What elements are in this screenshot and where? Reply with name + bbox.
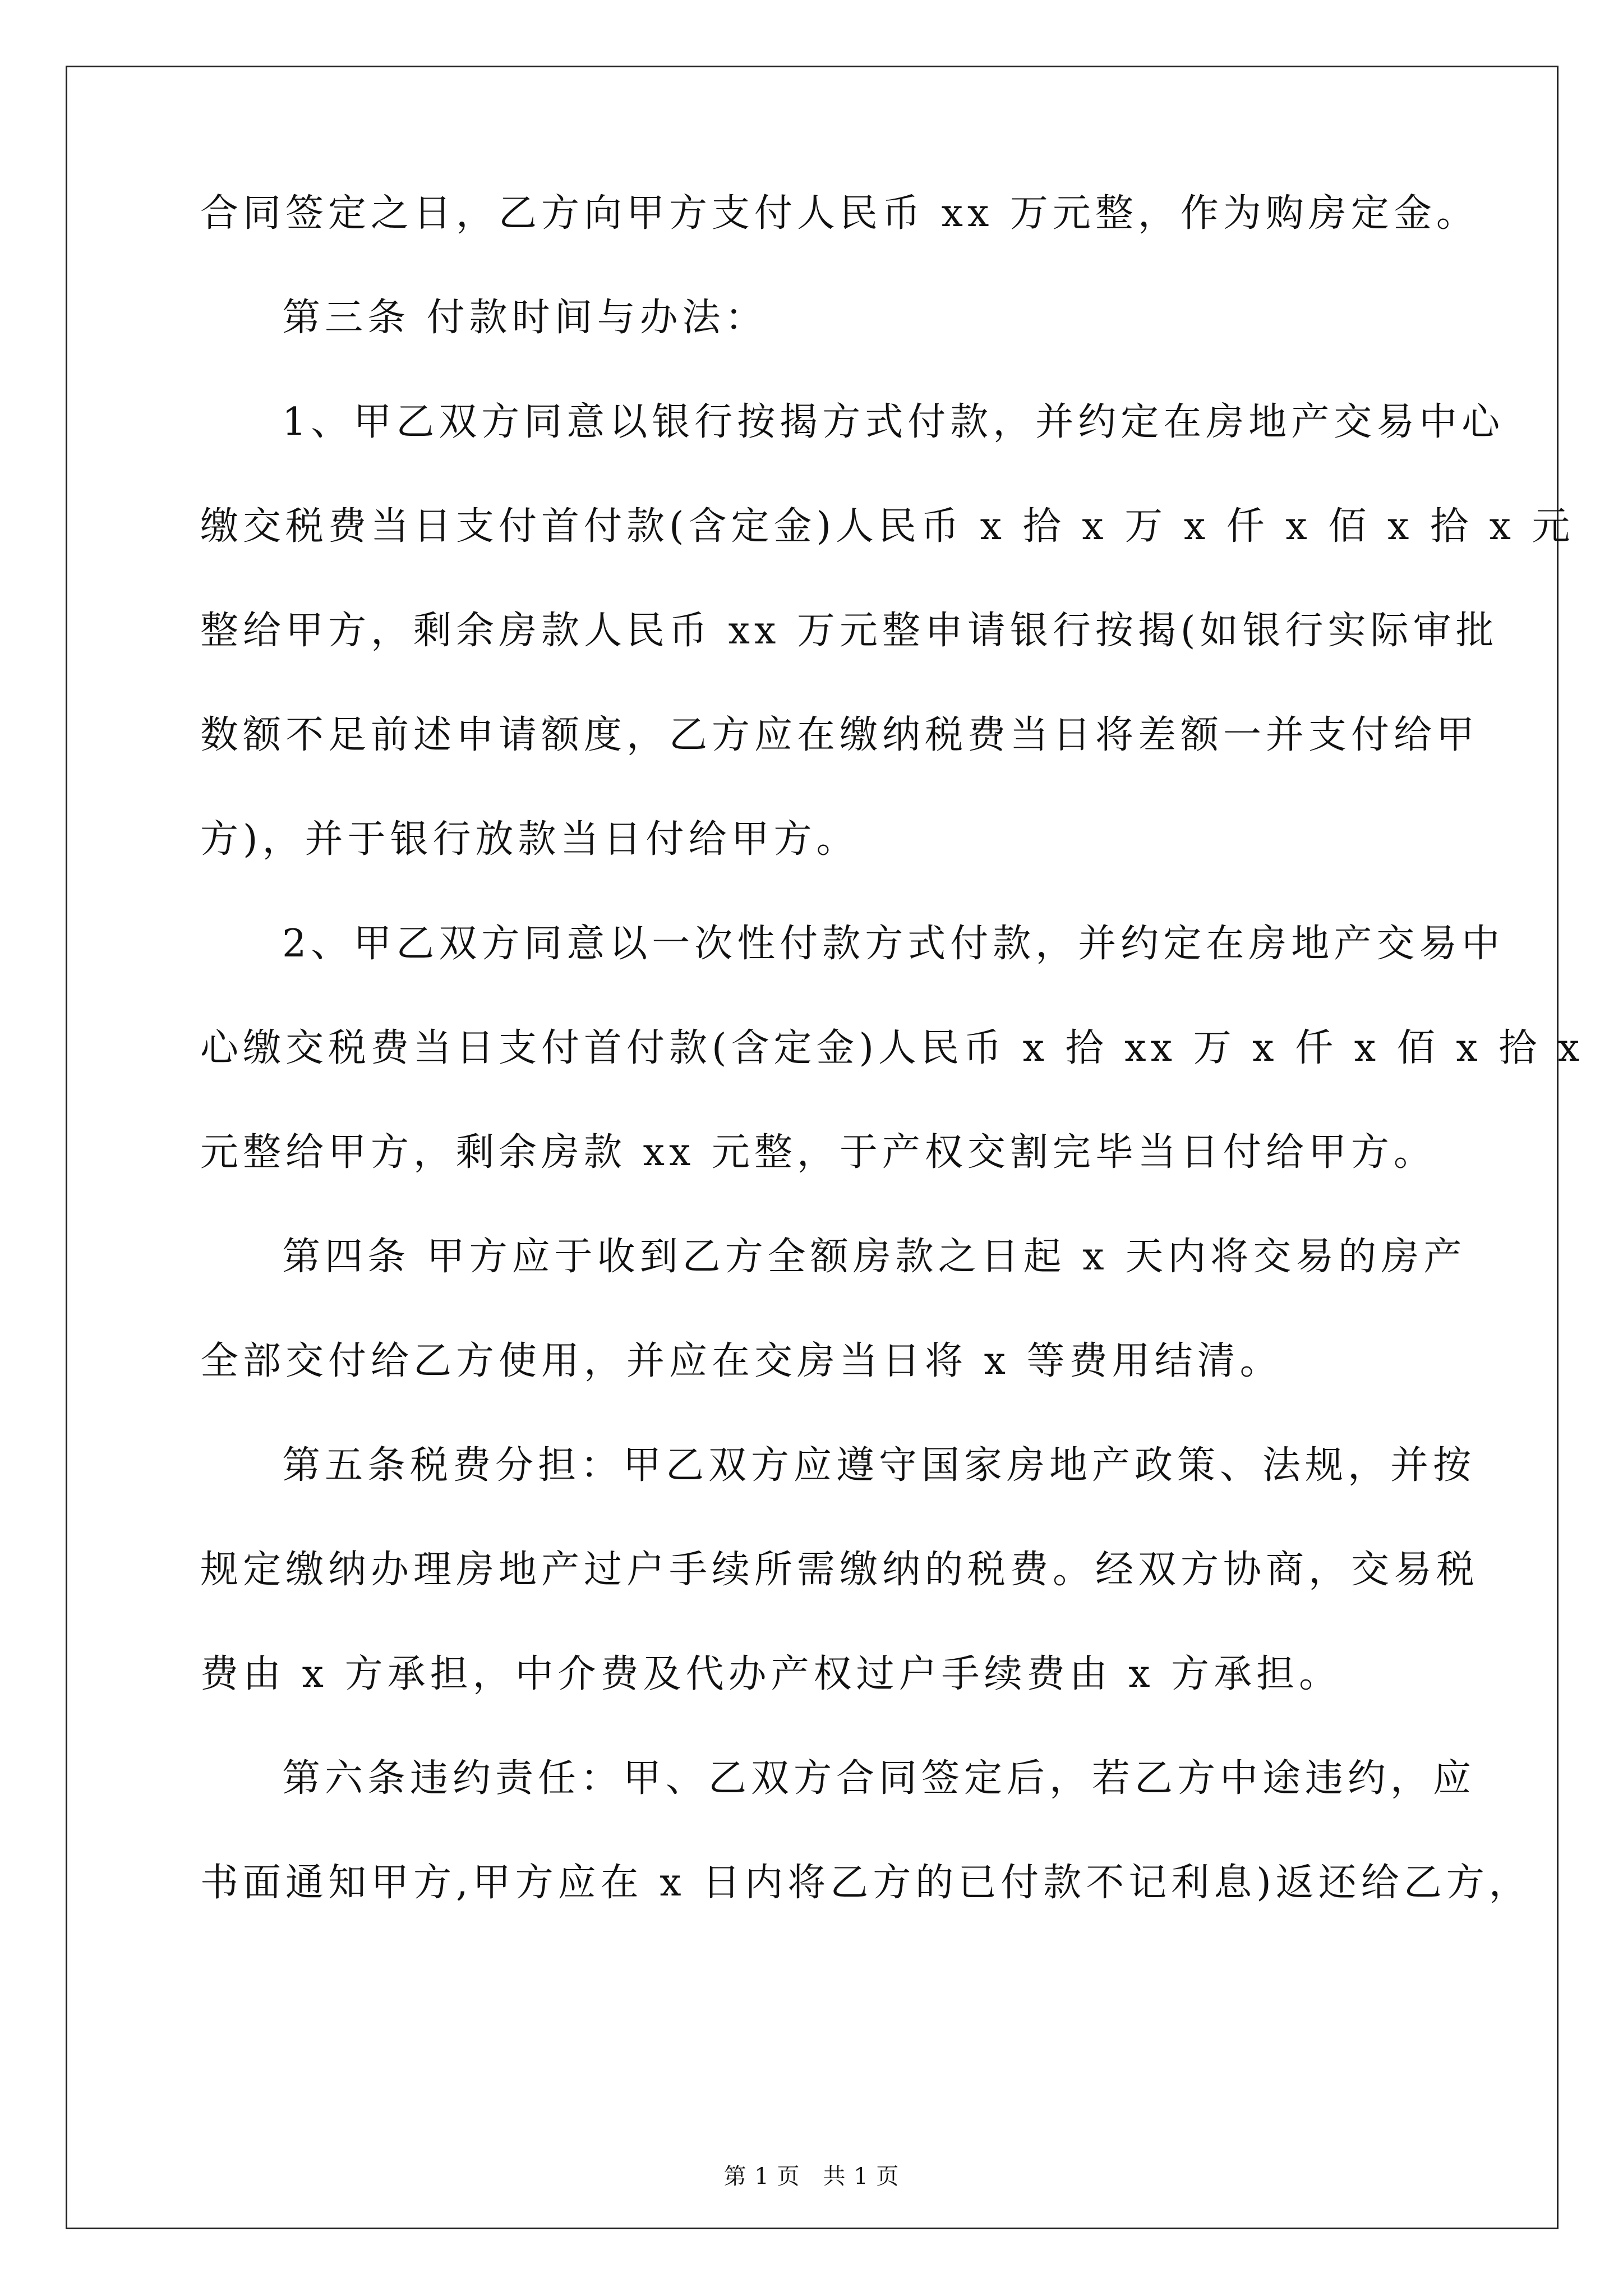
text-line: 元整给甲方，剩余房款 xx 元整，于产权交割完毕当日付给甲方。 — [200, 1130, 1436, 1175]
section-heading: 第五条税费分担：甲乙双方应遵守国家房地产政策、法规，并按 — [282, 1443, 1476, 1488]
text-line: 2、甲乙双方同意以一次性付款方式付款，并约定在房地产交易中 — [282, 922, 1505, 966]
text-line: 合同签定之日，乙方向甲方支付人民币 xx 万元整，作为购房定金。 — [200, 191, 1479, 236]
page-footer: 第 1 页 共 1 页 — [723, 2164, 900, 2189]
section-heading: 第四条 甲方应于收到乙方全额房款之日起 x 天内将交易的房产 — [282, 1235, 1467, 1279]
text-line: 数额不足前述申请额度，乙方应在缴纳税费当日将差额一并支付给甲 — [200, 713, 1479, 757]
text-line: 缴交税费当日支付首付款(含定金)人民币 x 拾 x 万 x 仟 x 佰 x 拾 x 元 — [200, 504, 1575, 549]
text-line: 书面通知甲方,甲方应在 x 日内将乙方的已付款不记利息)返还给乙方， — [200, 1861, 1532, 1905]
section-heading: 第六条违约责任：甲、乙双方合同签定后，若乙方中途违约，应 — [282, 1756, 1476, 1801]
text-line: 整给甲方，剩余房款人民币 xx 万元整申请银行按揭(如银行实际审批 — [200, 609, 1498, 653]
text-line: 方)，并于银行放款当日付给甲方。 — [200, 817, 859, 862]
section-heading: 第三条 付款时间与办法： — [282, 296, 768, 340]
text-line: 规定缴纳办理房地产过户手续所需缴纳的税费。经双方协商，交易税 — [200, 1548, 1479, 1592]
text-line: 全部交付给乙方使用，并应在交房当日将 x 等费用结清。 — [200, 1339, 1283, 1383]
text-line: 费由 x 方承担，中介费及代办产权过户手续费由 x 方承担。 — [200, 1652, 1342, 1696]
text-line: 1、甲乙双方同意以银行按揭方式付款，并约定在房地产交易中心 — [282, 400, 1505, 444]
text-line: 心缴交税费当日支付首付款(含定金)人民币 x 拾 xx 万 x 仟 x 佰 x 拾 x — [200, 1026, 1584, 1070]
